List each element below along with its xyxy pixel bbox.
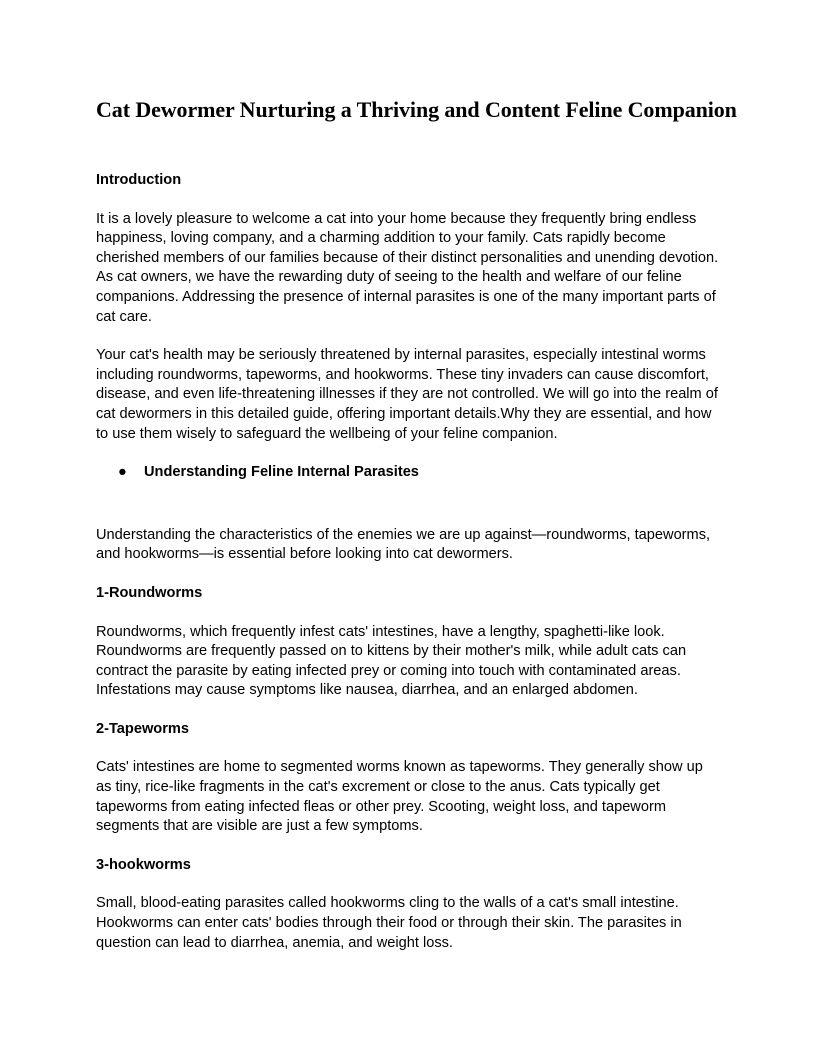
understanding-paragraph: Understanding the characteristics of the enemies we are up against—roundworms, tapeworms, and hookworms—is essential before looking into cat dewormers.: [96, 526, 711, 563]
introduction-heading: Introduction: [96, 172, 182, 188]
section-heading-roundworms: 1-Roundworms: [96, 584, 203, 601]
document-title: Cat Dewormer Nurturing a Thriving and Content Feline Companion: [96, 97, 737, 122]
section-text-tapeworms: Cats' intestines are home to segmented worms known as tapeworms. They generally show up as tiny, rice-like fragments in the cat's excrement or close to the anus. Cats typically get tapeworms from eating infected fleas or other prey. Scooting, weight loss, and tapeworm segments that are visible are just a few symptoms.: [96, 759, 703, 835]
section-text-hookworms: Small, blood-eating parasites called hookworms cling to the walls of a cat's small intestine. Hookworms can enter cats' bodies through their food or through their skin. The parasites in question can lead to diarrhea, anemia, and weight loss.: [96, 895, 682, 951]
intro-paragraph-2: Your cat's health may be seriously threatened by internal parasites, especially intestinal worms including roundworms, tapeworms, and hookworms. These tiny invaders can cause discomfort, disease, and even life-threatening illnesses if they are not controlled. We will go into the realm of cat dewormers in this detailed guide, offering important details.Why they are essential, and how to use them wisely to safeguard the wellbeing of your feline companion.: [96, 347, 718, 442]
bullet-item-understanding: [96, 463, 720, 483]
bullet-list: [96, 463, 720, 483]
section-heading-hookworms: 3-hookworms: [96, 856, 191, 873]
bullet-item-label: Understanding Feline Internal Parasites: [144, 464, 419, 481]
intro-paragraph-1: It is a lovely pleasure to welcome a cat into your home because they frequently bring endless happiness, loving company, and a charming addition to your family. Cats rapidly become cherished members of our families because of their distinct personalities and unending devotion. As cat owners, we have the rewarding duty of seeing to the health and welfare of our feline companions. Addressing the presence of internal parasites is one of the many important parts of cat care.: [96, 210, 719, 325]
section-heading-tapeworms: 2-Tapeworms: [96, 720, 189, 737]
bullet-dot-icon: ●: [118, 464, 127, 481]
section-text-roundworms: Roundworms, which frequently infest cats' intestines, have a lengthy, spaghetti-like look. Roundworms are frequently passed on to kittens by their mother's milk, while adult cats can contract the parasite by eating infected prey or coming into touch with contaminated areas. Infestations may cause symptoms like nausea, diarrhea, and an enlarged abdomen.: [96, 623, 687, 699]
document-page: [96, 94, 737, 972]
